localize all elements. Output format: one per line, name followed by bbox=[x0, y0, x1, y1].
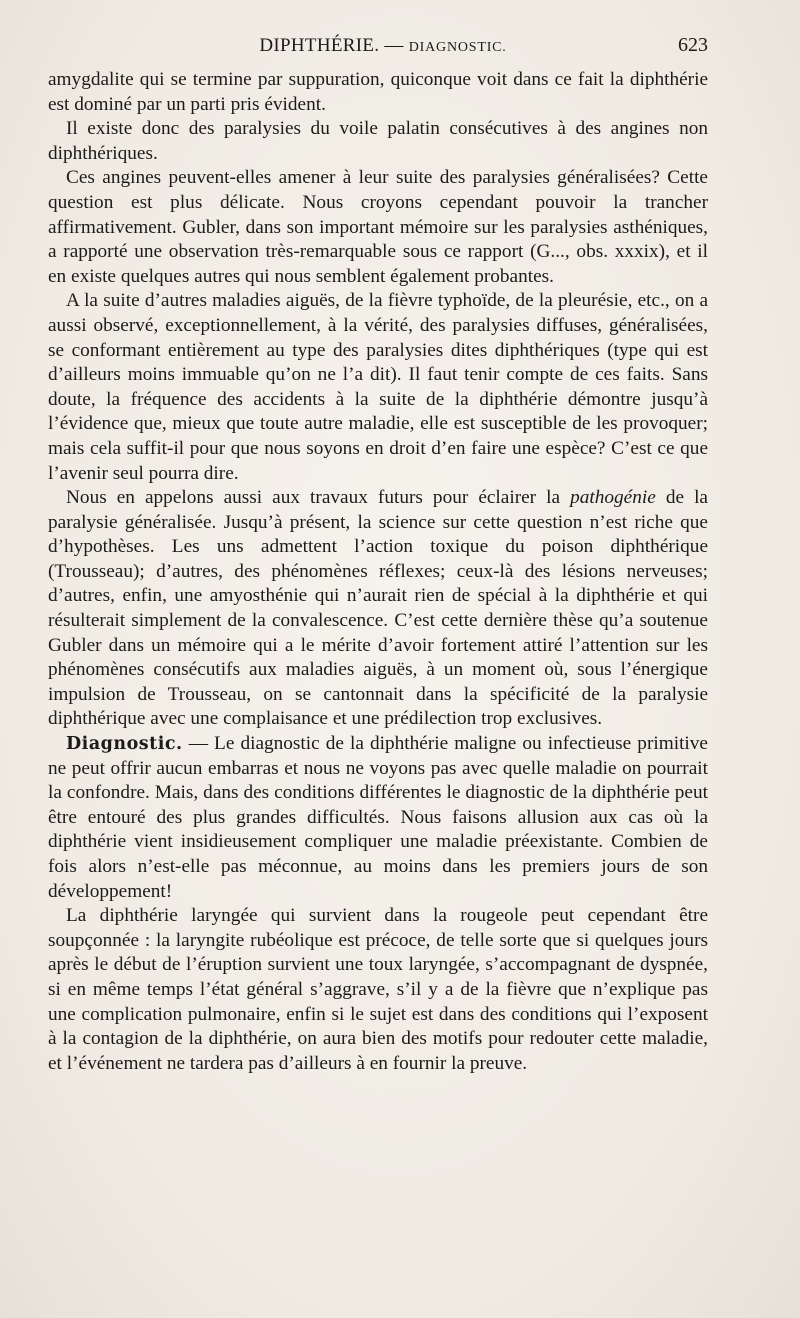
section-run-in-heading: Diagnostic. bbox=[66, 734, 183, 755]
italic-term: pathogénie bbox=[570, 487, 656, 509]
paragraph: A la suite d’autres maladies aiguës, de la fièvre typhoïde, de la pleurésie, etc., on a aussi observé, exceptionnellement, à la vérité, des paralysies diffuses, généralisées, se conformant entièrement au type des paralysies dites diphthériques (type qui est d’ailleurs moins immuable qu’on ne l’a dit). Il faut tenir compte de ces faits. Sans doute, la fréquence des accidents à la suite de la diphthérie démontre jusqu’à l’évidence que, mieux que toute autre maladie, elle est susceptible de les provoquer; mais cela suffit-il pour que nous soyons en droit d’en faire une espèce? C’est ce que l’avenir seul pourra dire. bbox=[48, 290, 708, 484]
paragraph-text: de la paralysie généralisée. Jusqu’à présent, la science sur cette question n’est riche que d’hypothèses. Les uns admettent l’action toxique du poison diphthérique (Trousseau); d’autres, des phénomènes réflexes; ceux-là des lésions nerveuses; d’autres, enfin, une amyosthénie qui n’aurait rien de spécial à la diphthérie et qui résulterait simplement de la convalescence. C’est cette dernière thèse qu’a soutenue Gubler dans un mémoire qui a le mérite d’avoir fortement attiré l’attention sur les phénomènes consécutifs aux maladies aiguës, à un moment où, sous l’énergique impulsion de Trousseau, on se cantonnait dans la spécificité de la paralysie diphthérique avec une complaisance et une prédilection trop exclusives. bbox=[48, 487, 708, 730]
page-number: 623 bbox=[678, 34, 708, 56]
paragraph: Il existe donc des paralysies du voile palatin consécutives à des angines non diphthériques. bbox=[48, 118, 708, 164]
running-head-separator: — bbox=[384, 35, 404, 56]
paragraph: La diphthérie laryngée qui survient dans la rougeole peut cependant être soupçonnée : la laryngite rubéolique est précoce, de telle sorte que si quelques jours après le début de l’éruption survient une toux laryngée, s’accompagnant de dyspnée, si en même temps l’état général s’aggrave, s’il y a de la fièvre que n’explique pas une complication pulmonaire, enfin si le sujet est dans des conditions qui l’exposent à la contagion de la diphthérie, on aura bien des motifs pour redouter cette maladie, et l’événement ne tardera pas d’ailleurs à en fournir la preuve. bbox=[48, 905, 708, 1074]
paragraph-text: — Le diagnostic de la diphthérie maligne ou infectieuse primitive ne peut offrir aucun embarras et nous ne voyons pas avec quelle maladie on pourrait la confondre. Mais, dans des conditions différentes le diagnostic de la diphthérie peut être entouré des plus grandes difficultés. Nous faisons allusion aux cas où la diphthérie vient insidieusement compliquer une maladie préexistante. Combien de fois alors n’est-elle pas méconnue, au moins dans les premiers jours de son développement! bbox=[48, 733, 708, 902]
running-head bbox=[48, 35, 678, 57]
paragraph: amygdalite qui se termine par suppuration, quiconque voit dans ce fait la diphthérie est dominé par un parti pris évident. bbox=[48, 69, 708, 115]
paragraph-text: Nous en appelons aussi aux travaux futurs pour éclairer la bbox=[66, 487, 571, 509]
paragraph bbox=[48, 486, 708, 732]
page-header bbox=[48, 34, 708, 62]
paragraph bbox=[48, 732, 708, 904]
paragraph: Ces angines peuvent-elles amener à leur suite des paralysies généralisées? Cette question est plus délicate. Nous croyons cependant pouvoir la trancher affirmativement. Gubler, dans son important mémoire sur les paralysies asthéniques, a rapporté une observation très-remarquable sous ce rapport (G..., obs. xxxix), et il en existe quelques autres qui nous semblent également probantes. bbox=[48, 167, 708, 287]
running-head-title: DIPHTHÉRIE. bbox=[259, 35, 380, 56]
running-head-subtitle: DIAGNOSTIC. bbox=[408, 40, 507, 55]
body-text bbox=[48, 68, 708, 1076]
